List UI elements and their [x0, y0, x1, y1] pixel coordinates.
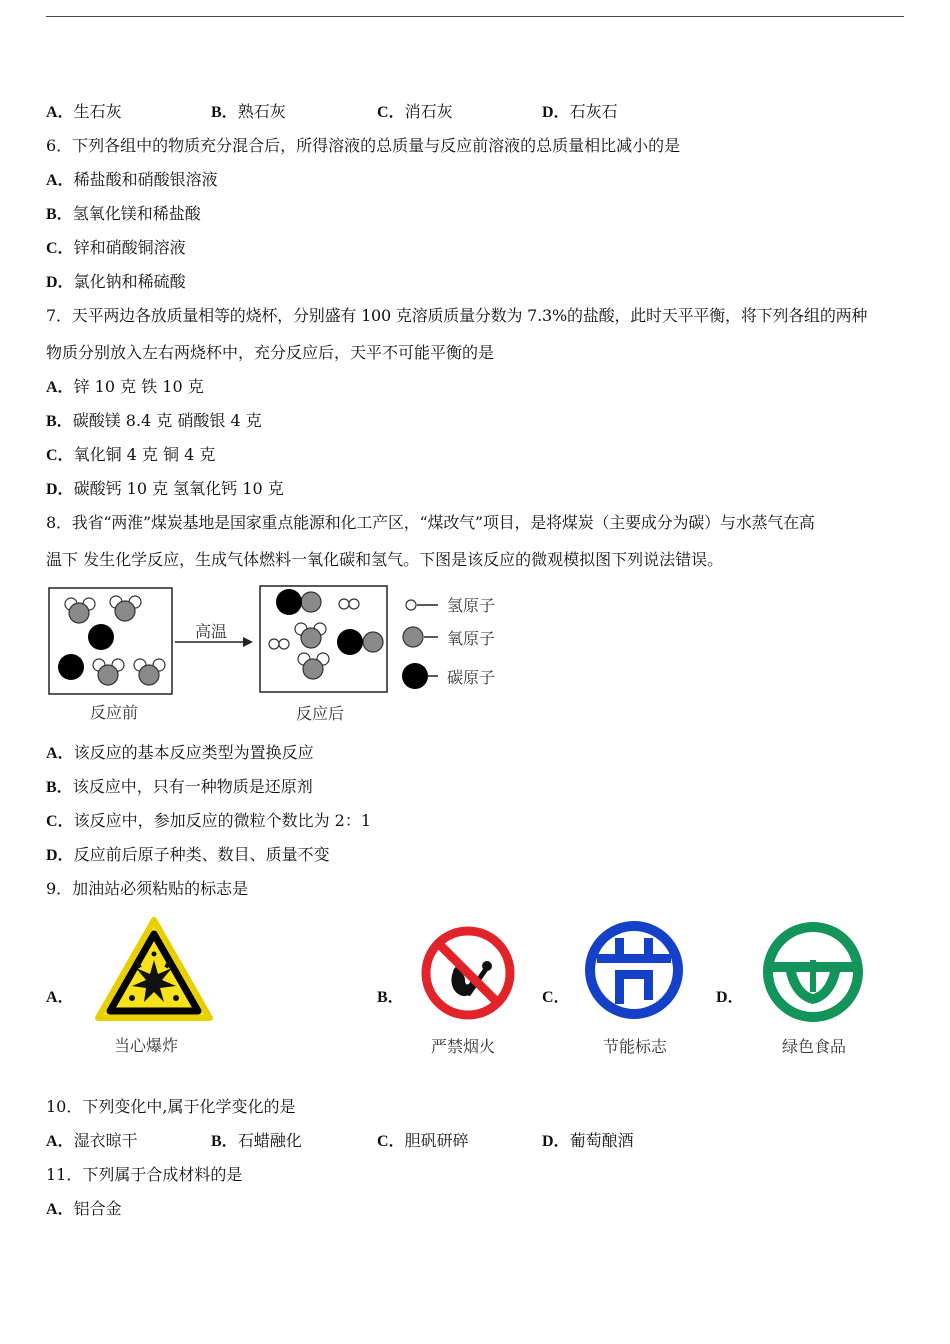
legend-carbon — [402, 663, 495, 689]
option-letter: C． — [377, 1133, 405, 1150]
option-text: 石灰石 — [569, 102, 618, 121]
reaction-micro-diagram — [44, 580, 514, 730]
option-text: 铝合金 — [73, 1199, 122, 1218]
q9-caption-a: 当心爆炸 — [114, 1036, 179, 1055]
q5-option-c[interactable] — [377, 102, 453, 123]
option-text: 该反应中，只有一种物质是还原剂 — [72, 777, 313, 796]
option-text: 氢氧化镁和稀盐酸 — [72, 204, 201, 223]
option-letter: C． — [377, 104, 405, 121]
q10-option-b[interactable] — [211, 1131, 302, 1152]
q6-option-c[interactable] — [46, 238, 186, 259]
option-letter: B． — [46, 206, 73, 223]
q6-option-b[interactable] — [46, 204, 201, 225]
arrow-head — [243, 637, 253, 647]
option-text: 反应前后原子种类、数目、质量不变 — [73, 845, 330, 864]
legend-oxygen — [403, 627, 495, 648]
option-text: 石蜡融化 — [237, 1131, 302, 1150]
q8-option-b[interactable] — [46, 777, 313, 798]
q5-option-a[interactable] — [46, 102, 122, 123]
green-food-icon[interactable] — [762, 920, 864, 1024]
q8-stem-line2: 温下 发生化学反应，生成气体燃料一氧化碳和氢气。下图是该反应的微观模拟图下列说法错误。 — [46, 550, 724, 569]
q5-option-b[interactable] — [211, 102, 286, 123]
option-text: 消石灰 — [404, 102, 453, 121]
q7-option-b[interactable] — [46, 411, 262, 432]
before-label: 反应前 — [90, 703, 139, 722]
carbon-atom — [88, 624, 114, 650]
option-text: 锌 10 克 铁 10 克 — [73, 377, 204, 396]
option-letter: A． — [46, 745, 74, 762]
no-fire-icon[interactable] — [419, 924, 517, 1022]
option-letter: D． — [46, 274, 74, 291]
q9-option-b-letter[interactable]: B． — [377, 989, 404, 1006]
option-text: 生石灰 — [73, 102, 122, 121]
option-text: 湿衣晾干 — [73, 1131, 138, 1150]
option-letter: D． — [542, 1133, 570, 1150]
option-text: 熟石灰 — [237, 102, 286, 121]
option-letter: A． — [46, 104, 74, 121]
svg-text:氧原子: 氧原子 — [447, 629, 496, 648]
option-text: 该反应中，参加反应的微粒个数比为 2：1 — [73, 811, 372, 830]
q5-option-d[interactable] — [542, 102, 618, 123]
explosion-warning-icon[interactable] — [92, 914, 216, 1026]
option-letter: C． — [46, 813, 74, 830]
q9-option-c-letter[interactable]: C． — [542, 989, 570, 1006]
option-letter: B． — [211, 104, 238, 121]
option-text: 胆矾研碎 — [404, 1131, 469, 1150]
q10-option-c[interactable] — [377, 1131, 469, 1152]
option-text: 氧化铜 4 克 铜 4 克 — [73, 445, 216, 464]
q9-caption-b: 严禁烟火 — [431, 1037, 496, 1056]
q10-stem: 10．下列变化中,属于化学变化的是 — [46, 1097, 296, 1116]
q7-stem-line2: 物质分别放入左右两烧杯中，充分反应后，天平不可能平衡的是 — [46, 343, 495, 362]
option-text: 葡萄酿酒 — [569, 1131, 634, 1150]
option-text: 碳酸钙 10 克 氢氧化钙 10 克 — [73, 479, 284, 498]
option-letter: B． — [211, 1133, 238, 1150]
q11-option-a[interactable] — [46, 1199, 122, 1220]
option-letter: C． — [46, 240, 74, 257]
option-text: 锌和硝酸铜溶液 — [73, 238, 186, 257]
option-letter: A． — [46, 172, 74, 189]
option-letter: C． — [46, 447, 74, 464]
after-label: 反应后 — [296, 704, 345, 723]
option-letter: D． — [46, 481, 74, 498]
arrow-condition-label: 高温 — [195, 622, 228, 641]
q9-option-d-letter[interactable]: D． — [716, 989, 744, 1006]
q8-stem-line1: 8．我省“两淮”煤炭基地是国家重点能源和化工产区，“煤改气”项目，是将煤炭（主要成分为碳）与水蒸气在高 — [46, 513, 815, 532]
q8-option-c[interactable] — [46, 811, 371, 832]
svg-text:氢原子: 氢原子 — [447, 596, 496, 615]
legend-hydrogen — [406, 596, 495, 615]
header-rule — [46, 16, 904, 17]
option-text: 碳酸镁 8.4 克 硝酸银 4 克 — [72, 411, 262, 430]
q6-option-d[interactable] — [46, 272, 186, 293]
q8-option-d[interactable] — [46, 845, 330, 866]
energy-saving-icon[interactable] — [583, 918, 685, 1022]
q11-stem: 11．下列属于合成材料的是 — [46, 1165, 243, 1184]
q9-option-a-letter[interactable]: A． — [46, 989, 74, 1006]
option-text: 该反应的基本反应类型为置换反应 — [73, 743, 314, 762]
q7-option-a[interactable] — [46, 377, 204, 398]
q9-stem: 9．加油站必须粘贴的标志是 — [46, 879, 249, 898]
option-text: 氯化钠和稀硫酸 — [73, 272, 186, 291]
svg-text:碳原子: 碳原子 — [447, 668, 496, 687]
option-letter: D． — [542, 104, 570, 121]
q10-option-d[interactable] — [542, 1131, 634, 1152]
option-text: 稀盐酸和硝酸银溶液 — [73, 170, 218, 189]
option-letter: B． — [46, 413, 73, 430]
q7-option-c[interactable] — [46, 445, 215, 466]
q7-stem-line1: 7．天平两边各放质量相等的烧杯，分别盛有 100 克溶质质量分数为 7.3%的盐酸，此时天平平衡，将下列各组的两种 — [46, 306, 868, 325]
q7-option-d[interactable] — [46, 479, 284, 500]
option-letter: A． — [46, 1201, 74, 1218]
q9-caption-d: 绿色食品 — [782, 1037, 847, 1056]
q6-stem: 6．下列各组中的物质充分混合后，所得溶液的总质量与反应前溶液的总质量相比减小的是 — [46, 136, 681, 155]
q6-option-a[interactable] — [46, 170, 218, 191]
option-letter: D． — [46, 847, 74, 864]
q9-caption-c: 节能标志 — [603, 1037, 668, 1056]
carbon-atom — [58, 654, 84, 680]
option-letter: A． — [46, 1133, 74, 1150]
option-letter: B． — [46, 779, 73, 796]
q10-option-a[interactable] — [46, 1131, 138, 1152]
option-letter: A． — [46, 379, 74, 396]
q8-option-a[interactable] — [46, 743, 314, 764]
